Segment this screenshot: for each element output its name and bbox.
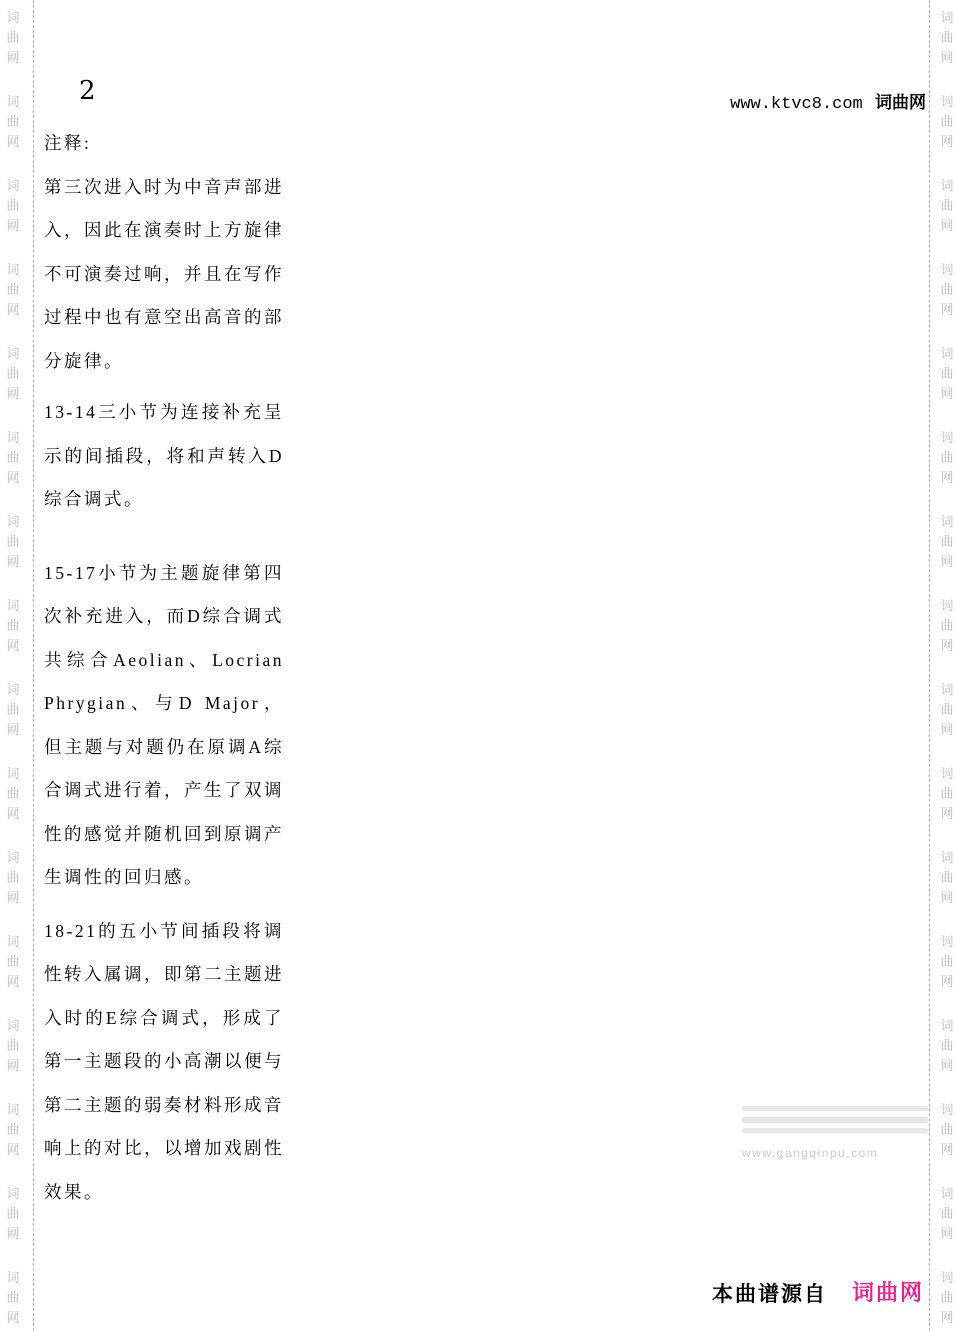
right-dashed-border [929,0,930,1331]
watermark-text: 词 曲 网 [940,1270,954,1325]
watermark-text: 词 曲 网 [6,934,20,989]
watermark-text: 词 曲 网 [6,598,20,653]
watermark-text: 词 曲 网 [6,1270,20,1325]
watermark-text: 词 曲 网 [6,682,20,737]
watermark-text: 词 曲 网 [940,934,954,989]
annotation-paragraph: 注释: [44,133,92,153]
watermark-text: 词 曲 网 [6,178,20,233]
watermark-text: 词 曲 网 [6,262,20,317]
annotation-paragraph: 第三次进入时为中音声部进入，因此在演奏时上方旋律不可演奏过响，并且在写作过程中也有意空出高音的部分旋律。 [44,176,284,371]
watermark-text: 词 曲 网 [6,1186,20,1241]
watermark-text: 词 曲 网 [6,1102,20,1157]
watermark-streak [742,1128,928,1133]
footer-source-text: 本曲谱源自 [712,1283,827,1306]
watermark-text: 词 曲 网 [940,10,954,65]
left-dashed-border [33,0,34,1331]
watermark-text: 词 曲 网 [6,10,20,65]
watermark-text: 词 曲 网 [940,766,954,821]
annotation-paragraph: 18-21的五小节间插段将调性转入属调，即第二主题进入时的E综合调式，形成了第一主题段的小高潮以便与第二主题的弱奏材料形成音响上的对比，以增加戏剧性效果。 [44,920,284,1202]
page-footer [0,1274,956,1314]
watermark-text: 词 曲 网 [940,514,954,569]
watermark-text: 词 曲 网 [940,1018,954,1073]
annotation-text [44,122,284,1214]
watermark-streak [742,1117,928,1123]
watermark-text: 词 曲 网 [940,682,954,737]
site-header [730,88,926,114]
watermark-streak [742,1106,928,1111]
watermark-text: 词 曲 网 [6,430,20,485]
watermark-text: 词 曲 网 [940,430,954,485]
watermark-text: 词 曲 网 [6,346,20,401]
watermark-text: 词 曲 网 [6,94,20,149]
watermark-text: 词 曲 网 [940,850,954,905]
left-watermark-column [4,8,22,1331]
watermark-text: 词 曲 网 [6,850,20,905]
page-number: 2 [79,76,96,106]
watermark-text: 词 曲 网 [940,178,954,233]
watermark-text: 词 曲 网 [6,1018,20,1073]
footer-brand: 词曲网 [852,1280,925,1305]
right-watermark-column [938,8,956,1331]
faint-watermark-url: www.gangqinpu.com [742,1146,879,1160]
watermark-text: 词 曲 网 [940,598,954,653]
watermark-text: 词 曲 网 [940,1186,954,1241]
annotation-paragraph: 13-14三小节为连接补充呈示的间插段，将和声转入D综合调式。 [44,402,284,509]
site-name: 词曲网 [875,93,926,112]
watermark-text: 词 曲 网 [6,514,20,569]
site-url: www.ktvc8.com [730,95,863,114]
annotation-paragraph: 15-17小节为主题旋律第四次补充进入，而D综合调式共综合Aeolian、Locrian Phrygian、与D Major，但主题与对题仍在原调A综合调式进行着，产生了双调性的感觉并随机回到原调产生调性的回归感。 [44,562,284,887]
watermark-text: 词 曲 网 [940,94,954,149]
watermark-text: 词 曲 网 [940,346,954,401]
watermark-text: 词 曲 网 [940,1102,954,1157]
watermark-text: 词 曲 网 [6,766,20,821]
watermark-text: 词 曲 网 [940,262,954,317]
